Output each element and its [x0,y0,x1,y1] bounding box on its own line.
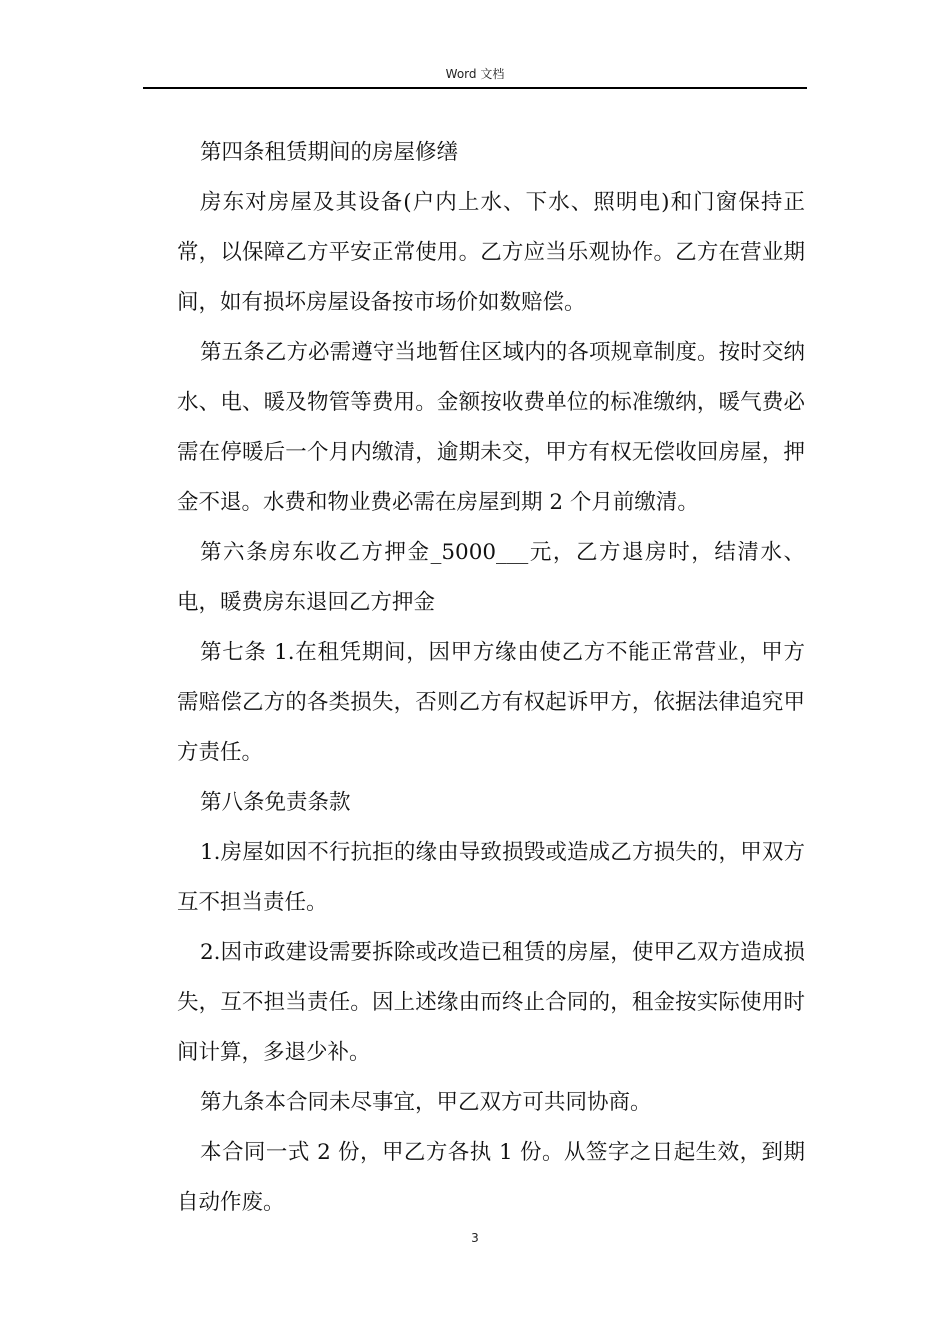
paragraph-closing: 本合同一式 2 份，甲乙方各执 1 份。从签字之日起生效，到期自动作废。 [177,1140,805,1215]
paragraph-article-6: 第六条房东收乙方押金_5000___元，乙方退房时，结清水、电，暖费房东退回乙方押金 [177,540,805,615]
page-number: 3 [471,1231,479,1245]
paragraph-article-4-heading: 第四条租赁期间的房屋修缮 [200,140,459,165]
paragraph-article-8-item-2: 2.因市政建设需要拆除或改造已租赁的房屋，使甲乙双方造成损失，互不担当责任。因上述缘由而终止合同的，租金按实际使用时间计算，多退少补。 [177,940,805,1065]
paragraph-article-9: 第九条本合同未尽事宜，甲乙双方可共同协商。 [200,1090,652,1115]
page-header-title: Word 文档 [445,67,505,81]
paragraph-article-5: 第五条乙方必需遵守当地暂住区域内的各项规章制度。按时交纳水、电、暖及物管等费用。金额按收费单位的标准缴纳，暖气费必需在停暖后一个月内缴清，逾期未交，甲方有权无偿收回房屋，押金不退。水费和物业费必需在房屋到期 2 个月前缴清。 [177,340,805,515]
paragraph-article-8-heading: 第八条免责条款 [200,790,351,815]
paragraph-article-4-body: 房东对房屋及其设备(户内上水、下水、照明电)和门窗保持正常，以保障乙方平安正常使用。乙方应当乐观协作。乙方在营业期间，如有损坏房屋设备按市场价如数赔偿。 [177,190,805,315]
paragraph-article-7: 第七条 1.在租凭期间，因甲方缘由使乙方不能正常营业，甲方需赔偿乙方的各类损失，否则乙方有权起诉甲方，依据法律追究甲方责任。 [177,640,805,765]
header-divider [143,87,807,89]
paragraph-article-8-item-1: 1.房屋如因不行抗拒的缘由导致损毁或造成乙方损失的，甲双方互不担当责任。 [177,840,805,915]
document-body [177,128,805,1228]
